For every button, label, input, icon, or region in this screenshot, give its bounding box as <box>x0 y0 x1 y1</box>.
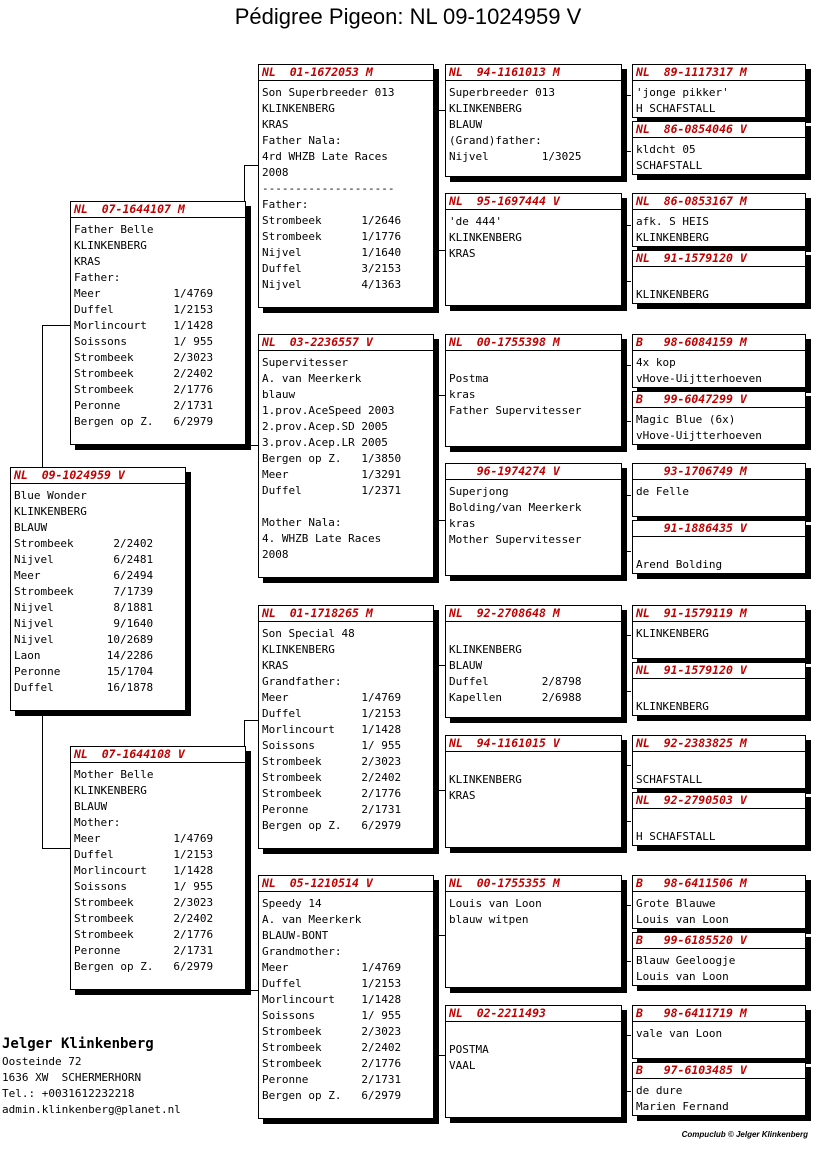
pigeon-card-g4 <box>632 250 806 304</box>
detail-line: Blauw Geeloogje <box>636 954 736 967</box>
detail-line: Nijvel 4/1363 <box>262 278 402 291</box>
detail-line: Louis van Loon <box>449 897 542 910</box>
detail-line: Grandfather: <box>262 675 342 688</box>
ring-number: NL 94-1161015 V <box>446 736 621 752</box>
detail-line: Blue Wonder <box>14 489 87 502</box>
detail-line: 1.prov.AceSpeed 2003 <box>262 404 395 417</box>
detail-line: blauw witpen <box>449 913 529 926</box>
detail-line: vHove-Uijtterhoeven <box>636 372 762 385</box>
detail-line: Peronne 15/1704 <box>14 665 154 678</box>
detail-line: Superjong <box>449 485 509 498</box>
detail-line: Meer 6/2494 <box>14 569 154 582</box>
ring-number: NL 03-2236557 V <box>259 335 433 351</box>
detail-line: Bergen op Z. 6/2979 <box>74 415 214 428</box>
detail-line: Soissons 1/ 955 <box>74 880 214 893</box>
detail-line: Nijvel 1/3025 <box>449 150 582 163</box>
pigeon-details <box>446 622 621 706</box>
pigeon-card-g1 <box>632 64 806 118</box>
pigeon-details <box>259 622 433 834</box>
connector-dam-ds <box>244 720 259 851</box>
detail-line: blauw <box>262 388 296 401</box>
detail-line: Meer 1/3291 <box>262 468 402 481</box>
detail-line: KLINKENBERG <box>74 239 147 252</box>
pigeon-card-g8 <box>632 520 806 574</box>
ring-number: NL 09-1024959 V <box>11 468 185 484</box>
detail-line: BLAUW <box>14 521 48 534</box>
pigeon-details <box>633 210 805 246</box>
detail-line: KLINKENBERG <box>262 102 335 115</box>
detail-line: 2008 <box>262 548 289 561</box>
pigeon-card-dam-dam <box>258 875 434 1119</box>
connector-dam-dd <box>244 850 259 991</box>
detail-line: VAAL <box>449 1059 476 1072</box>
detail-line: Bergen op Z. 6/2979 <box>262 1089 402 1102</box>
ring-number: NL 91-1579119 M <box>633 606 805 622</box>
detail-line <box>449 355 618 371</box>
pigeon-details <box>71 218 245 430</box>
detail-line <box>636 683 802 699</box>
pigeon-details <box>633 809 805 845</box>
detail-line: Duffel 3/2153 <box>262 262 402 275</box>
detail-line: A. van Meerkerk <box>262 913 362 926</box>
pigeon-card-g6 <box>632 391 806 445</box>
pigeon-details <box>259 892 433 1104</box>
detail-line: BLAUW <box>74 800 108 813</box>
detail-line: Strombeek 2/1776 <box>74 383 214 396</box>
detail-line: KLINKENBERG <box>449 231 522 244</box>
detail-line: Nijvel 9/1640 <box>14 617 154 630</box>
detail-line: Duffel 1/2153 <box>74 303 214 316</box>
ring-number: NL 89-1117317 M <box>633 65 805 81</box>
pigeon-card-ssd <box>445 193 622 306</box>
ring-number: NL 92-2790503 V <box>633 793 805 809</box>
detail-line: Mother Belle <box>74 768 154 781</box>
pigeon-card-g10 <box>632 662 806 716</box>
ring-number: NL 01-1672053 M <box>259 65 433 81</box>
pigeon-details <box>633 408 805 444</box>
detail-line: Meer 1/4769 <box>262 691 402 704</box>
detail-line: Meer 1/4769 <box>74 832 214 845</box>
detail-line: afk. S HEIS <box>636 215 709 228</box>
ring-number: NL 95-1697444 V <box>446 194 621 210</box>
detail-line: Peronne 2/1731 <box>262 803 402 816</box>
pigeon-details <box>633 480 805 500</box>
pigeon-card-g3 <box>632 193 806 247</box>
detail-line: 'jonge pikker' <box>636 86 729 99</box>
detail-line: Duffel 1/2153 <box>262 707 402 720</box>
detail-line: Strombeek 1/2646 <box>262 214 402 227</box>
detail-line: POSTMA <box>449 1043 489 1056</box>
detail-line: Strombeek 2/1776 <box>262 1057 402 1070</box>
detail-line: KRAS <box>449 247 476 260</box>
detail-line: Bergen op Z. 1/3850 <box>262 452 402 465</box>
owner-address: Oosteinde 72 <box>2 1055 82 1068</box>
detail-line: kras <box>449 517 476 530</box>
detail-line: Meer 1/4769 <box>74 287 214 300</box>
pigeon-card-sss <box>445 64 622 177</box>
owner-city: 1636 XW SCHERMERHORN <box>2 1071 142 1084</box>
detail-line: Magic Blue (6x) <box>636 413 736 426</box>
detail-line: H SCHAFSTALL <box>636 102 716 115</box>
detail-line: Soissons 1/ 955 <box>262 739 402 752</box>
detail-line: Father Supervitesser <box>449 404 582 417</box>
detail-line: Peronne 2/1731 <box>262 1073 402 1086</box>
ring-number: NL 00-1755398 M <box>446 335 621 351</box>
detail-line: Strombeek 1/1776 <box>262 230 402 243</box>
detail-line: Arend Bolding <box>636 558 723 571</box>
connector-subject-sire <box>42 325 71 469</box>
detail-line: Nijvel 8/1881 <box>14 601 154 614</box>
pigeon-card-ddd <box>445 1005 622 1118</box>
detail-line: kldcht 05 <box>636 143 696 156</box>
detail-line: BLAUW <box>449 659 483 672</box>
credit-footer: Compuclub © Jelger Klinkenberg <box>681 1130 808 1139</box>
ring-number: NL 94-1161013 M <box>446 65 621 81</box>
pigeon-details <box>633 1079 805 1115</box>
detail-line: Nijvel 6/2481 <box>14 553 154 566</box>
detail-line: A. van Meerkerk <box>262 372 362 385</box>
connector-sire-ss <box>244 165 259 326</box>
ring-number: NL 92-2383825 M <box>633 736 805 752</box>
detail-line <box>636 813 802 829</box>
pigeon-details <box>71 763 245 975</box>
detail-line: 2.prov.Acep.SD 2005 <box>262 420 388 433</box>
detail-line: BLAUW-BONT <box>262 929 329 942</box>
detail-line: 4rd WHZB Late Races <box>262 150 388 163</box>
detail-line: Morlincourt 1/1428 <box>262 993 402 1006</box>
detail-line: SCHAFSTALL <box>636 159 703 172</box>
detail-line: Father Nala: <box>262 134 342 147</box>
pigeon-card-sire <box>70 201 246 445</box>
pigeon-details <box>11 484 185 696</box>
detail-line: Strombeek 2/2402 <box>74 912 214 925</box>
owner-email: admin.klinkenberg@planet.nl <box>2 1103 181 1116</box>
detail-line: kras <box>449 388 476 401</box>
pigeon-card-sire-sire <box>258 64 434 308</box>
connector-subject-dam <box>42 710 71 849</box>
detail-line: Louis van Loon <box>636 913 729 926</box>
detail-line: Duffel 1/2153 <box>262 977 402 990</box>
pigeon-details <box>633 752 805 788</box>
ring-number: B 99-6047299 V <box>633 392 805 408</box>
pigeon-details <box>259 351 433 563</box>
detail-line: 2008 <box>262 166 289 179</box>
detail-line: KLINKENBERG <box>449 102 522 115</box>
detail-line: Strombeek 2/3023 <box>262 1025 402 1038</box>
detail-line: Duffel 1/2153 <box>74 848 214 861</box>
ring-number: NL 91-1579120 V <box>633 251 805 267</box>
owner-phone: Tel.: +0031612232218 <box>2 1087 135 1100</box>
detail-line: Strombeek 2/2402 <box>262 771 402 784</box>
ring-number: B 97-6103485 V <box>633 1063 805 1079</box>
detail-line: KLINKENBERG <box>449 773 522 786</box>
pigeon-card-g13 <box>632 875 806 929</box>
detail-line: KLINKENBERG <box>74 784 147 797</box>
detail-line: Peronne 2/1731 <box>74 399 214 412</box>
detail-line: 4. WHZB Late Races <box>262 532 382 545</box>
pigeon-details <box>446 81 621 165</box>
owner-info <box>2 1034 181 1118</box>
detail-line: Strombeek 7/1739 <box>14 585 154 598</box>
pigeon-card-g12 <box>632 792 806 846</box>
ring-number: NL 00-1755355 M <box>446 876 621 892</box>
pigeon-details <box>446 351 621 419</box>
pigeon-details <box>633 351 805 387</box>
detail-line: Duffel 1/2371 <box>262 484 402 497</box>
ring-number: NL 02-2211493 <box>446 1006 621 1022</box>
detail-line: H SCHAFSTALL <box>636 830 716 843</box>
pigeon-card-g9 <box>632 605 806 659</box>
detail-line: Morlincourt 1/1428 <box>74 319 214 332</box>
detail-line: Laon 14/2286 <box>14 649 154 662</box>
detail-line <box>636 541 802 557</box>
detail-line: Strombeek 2/2402 <box>14 537 154 550</box>
pigeon-details <box>633 949 805 985</box>
detail-line: KRAS <box>449 789 476 802</box>
detail-line: KRAS <box>262 118 289 131</box>
detail-line: Duffel 2/8798 <box>449 675 582 688</box>
detail-line: Duffel 16/1878 <box>14 681 154 694</box>
pigeon-card-sire-dam <box>258 334 434 578</box>
detail-line: KLINKENBERG <box>636 231 709 244</box>
detail-line: 'de 444' <box>449 215 502 228</box>
pigeon-details <box>633 537 805 573</box>
pigeon-card-dss <box>445 605 622 718</box>
detail-line: KLINKENBERG <box>449 643 522 656</box>
detail-line: Meer 1/4769 <box>262 961 402 974</box>
ring-number: B 98-6411719 M <box>633 1006 805 1022</box>
detail-line: Peronne 2/1731 <box>74 944 214 957</box>
detail-line: BLAUW <box>449 118 483 131</box>
pigeon-details <box>633 81 805 117</box>
pigeon-details <box>446 210 621 262</box>
ring-number: B 98-6084159 M <box>633 335 805 351</box>
detail-line: Nijvel 1/1640 <box>262 246 402 259</box>
detail-line: KLINKENBERG <box>14 505 87 518</box>
detail-line: KLINKENBERG <box>636 288 709 301</box>
ring-number: NL 86-0853167 M <box>633 194 805 210</box>
pigeon-details <box>446 752 621 804</box>
pigeon-card-subject <box>10 467 186 711</box>
detail-line: KRAS <box>262 659 289 672</box>
detail-line: Father Belle <box>74 223 154 236</box>
ring-number: NL 07-1644108 V <box>71 747 245 763</box>
pigeon-details <box>633 679 805 715</box>
ring-number: NL 91-1579120 V <box>633 663 805 679</box>
detail-line: Morlincourt 1/1428 <box>74 864 214 877</box>
ring-number: 93-1706749 M <box>633 464 805 480</box>
detail-line: Bolding/van Meerkerk <box>449 501 582 514</box>
pigeon-card-sdd <box>445 463 622 576</box>
detail-line: KRAS <box>74 255 101 268</box>
ring-number: B 99-6185520 V <box>633 933 805 949</box>
detail-line: Bergen op Z. 6/2979 <box>74 960 214 973</box>
detail-line: Grandmother: <box>262 945 342 958</box>
detail-line: de Felle <box>636 485 689 498</box>
detail-line: vHove-Uijtterhoeven <box>636 429 762 442</box>
ring-number: NL 86-0854046 V <box>633 122 805 138</box>
ring-number: NL 92-2708648 M <box>446 606 621 622</box>
detail-line: Bergen op Z. 6/2979 <box>262 819 402 832</box>
detail-line: Mother Nala: <box>262 516 342 529</box>
pigeon-card-g14 <box>632 932 806 986</box>
detail-line: Grote Blauwe <box>636 897 716 910</box>
detail-line: KLINKENBERG <box>262 643 335 656</box>
pigeon-card-g11 <box>632 735 806 789</box>
pigeon-details <box>633 267 805 303</box>
pigeon-details <box>446 1022 621 1074</box>
pigeon-card-sds <box>445 334 622 447</box>
detail-line: Speedy 14 <box>262 897 322 910</box>
connector-sire-sd <box>244 325 259 446</box>
pigeon-details <box>633 138 805 174</box>
detail-line: de dure <box>636 1084 683 1097</box>
pigeon-card-dam <box>70 746 246 990</box>
detail-line: Son Special 48 <box>262 627 355 640</box>
pigeon-card-g2 <box>632 121 806 175</box>
ring-number: 91-1886435 V <box>633 521 805 537</box>
detail-line <box>449 626 618 642</box>
page-title: Pédigree Pigeon: NL 09-1024959 V <box>234 4 582 29</box>
pigeon-card-g5 <box>632 334 806 388</box>
detail-line: Father: <box>262 198 309 211</box>
detail-line: Strombeek 2/1776 <box>74 928 214 941</box>
detail-line: Strombeek 2/2402 <box>74 367 214 380</box>
owner-name: Jelger Klinkenberg <box>2 1036 154 1052</box>
detail-line: -------------------- <box>262 182 395 195</box>
detail-line: SCHAFSTALL <box>636 773 703 786</box>
detail-line: Superbreeder 013 <box>449 86 555 99</box>
detail-line: Nijvel 10/2689 <box>14 633 154 646</box>
pigeon-card-g7 <box>632 463 806 517</box>
pigeon-card-dds <box>445 875 622 988</box>
pigeon-card-dsd <box>445 735 622 848</box>
pigeon-details <box>259 81 433 293</box>
detail-line: Marien Fernand <box>636 1100 729 1113</box>
detail-line: Strombeek 2/3023 <box>74 896 214 909</box>
detail-line: KLINKENBERG <box>636 627 709 640</box>
detail-line: Strombeek 2/3023 <box>74 351 214 364</box>
detail-line <box>636 756 802 772</box>
ring-number: NL 01-1718265 M <box>259 606 433 622</box>
detail-line: Strombeek 2/1776 <box>262 787 402 800</box>
pigeon-details <box>633 622 805 642</box>
ring-number: NL 05-1210514 V <box>259 876 433 892</box>
detail-line: Soissons 1/ 955 <box>74 335 214 348</box>
detail-line: Father: <box>74 271 121 284</box>
detail-line: KLINKENBERG <box>636 700 709 713</box>
detail-line: Soissons 1/ 955 <box>262 1009 402 1022</box>
detail-line <box>636 271 802 287</box>
detail-line: Morlincourt 1/1428 <box>262 723 402 736</box>
detail-line: Son Superbreeder 013 <box>262 86 395 99</box>
detail-line: 4x kop <box>636 356 676 369</box>
detail-line: Mother Supervitesser <box>449 533 582 546</box>
pigeon-card-g16 <box>632 1062 806 1116</box>
detail-line: Supervitesser <box>262 356 349 369</box>
ring-number: NL 07-1644107 M <box>71 202 245 218</box>
pigeon-details <box>633 1022 805 1042</box>
pigeon-card-dam-sire <box>258 605 434 849</box>
detail-line: Strombeek 2/2402 <box>262 1041 402 1054</box>
pigeon-details <box>446 892 621 928</box>
detail-line: Postma <box>449 372 489 385</box>
detail-line: Louis van Loon <box>636 970 729 983</box>
detail-line: Kapellen 2/6988 <box>449 691 582 704</box>
detail-line: Strombeek 2/3023 <box>262 755 402 768</box>
ring-number: B 98-6411506 M <box>633 876 805 892</box>
pigeon-details <box>446 480 621 548</box>
pigeon-card-g15 <box>632 1005 806 1059</box>
detail-line <box>449 756 618 772</box>
detail-line: vale van Loon <box>636 1027 723 1040</box>
detail-line: Mother: <box>74 816 121 829</box>
detail-line <box>262 499 430 515</box>
pigeon-details <box>633 892 805 928</box>
ring-number: 96-1974274 V <box>446 464 621 480</box>
detail-line: (Grand)father: <box>449 134 542 147</box>
detail-line <box>449 1026 618 1042</box>
detail-line: 3.prov.Acep.LR 2005 <box>262 436 388 449</box>
